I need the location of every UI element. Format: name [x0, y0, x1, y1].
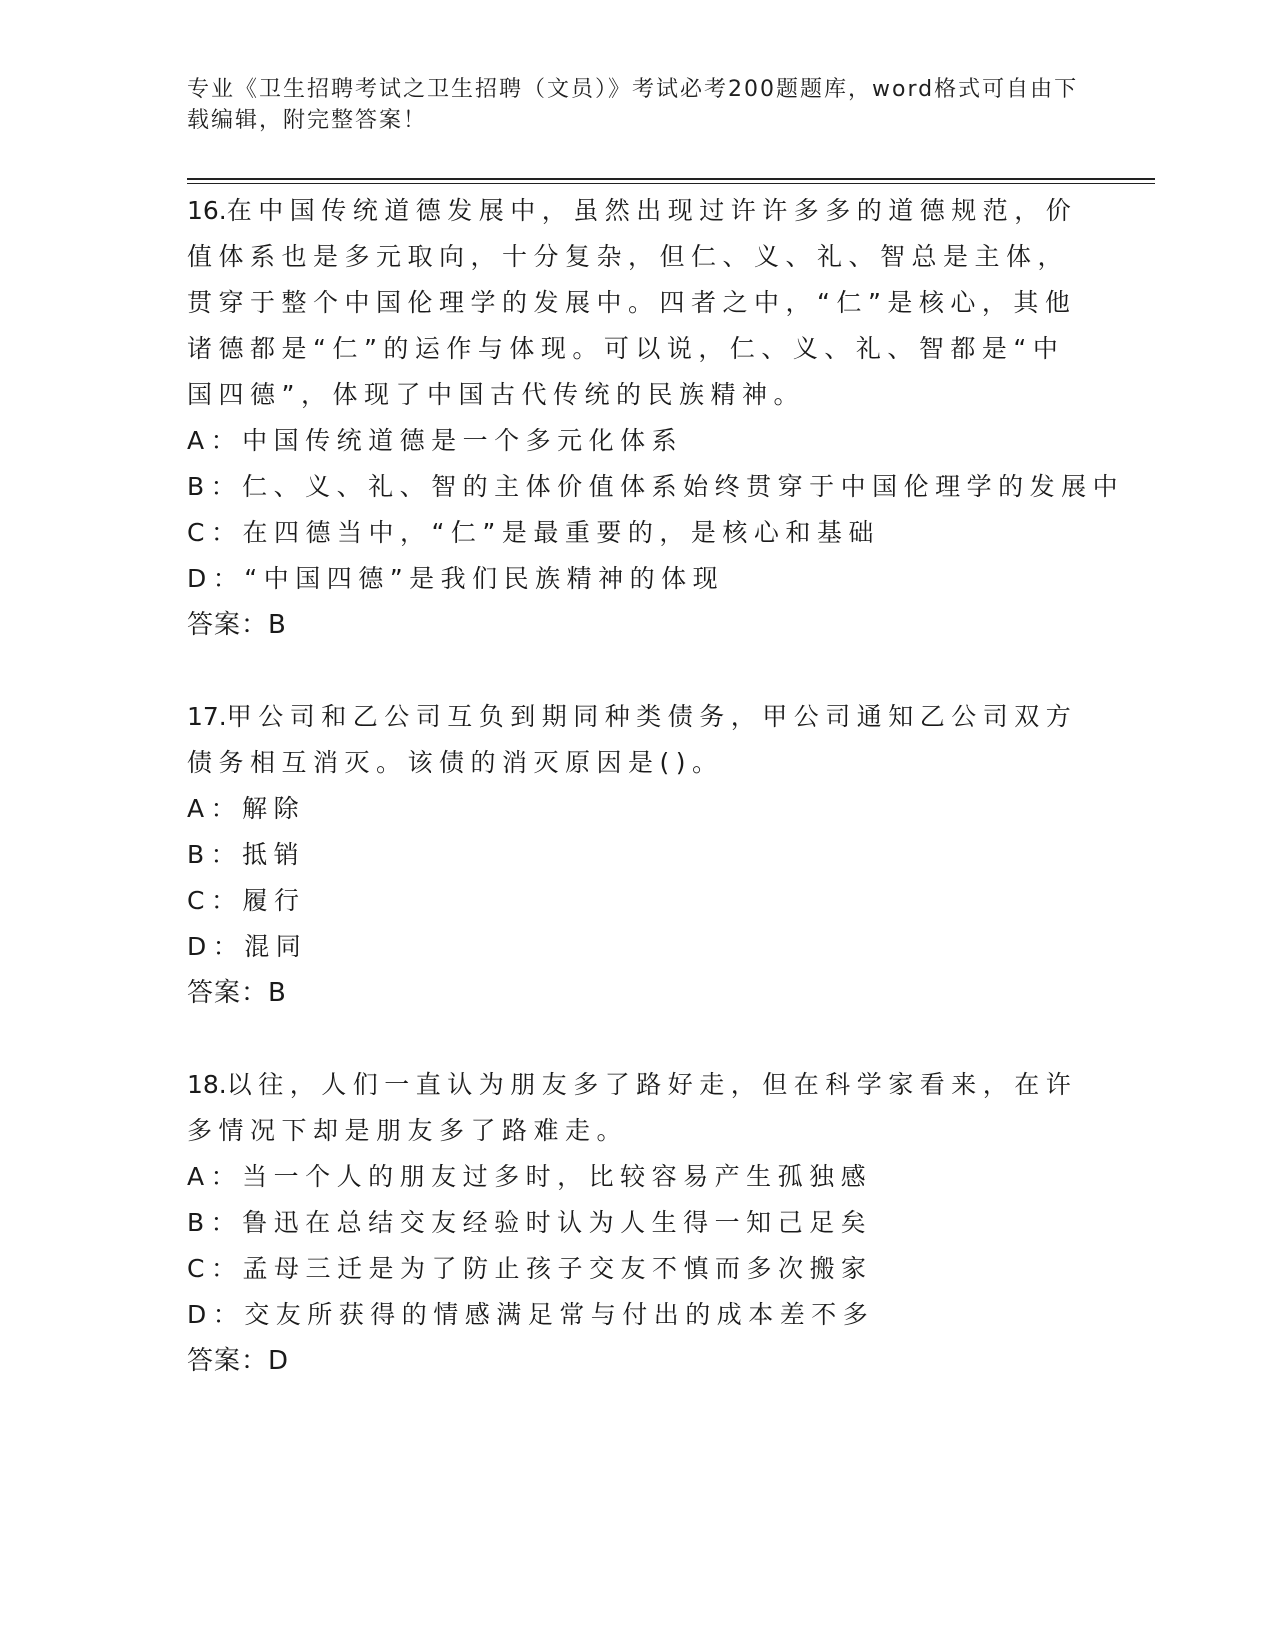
question-stem	[187, 188, 1087, 418]
question-18	[187, 1062, 1087, 1384]
question-spacer	[187, 1016, 1087, 1062]
question-number: 17.	[187, 702, 227, 731]
option-d: D：混同	[187, 932, 308, 961]
option-a: A：解除	[187, 794, 306, 823]
question-text: 在中国传统道德发展中，虽然出现过许许多多的道德规范，价值体系也是多元取向，十分复杂，但仁、义、礼、智总是主体，贯穿于整个中国伦理学的发展中。四者之中，“仁”是核心，其他诸德都是“仁”的运作与体现。可以说，仁、义、礼、智都是“中国四德”，体现了中国古代传统的民族精神。	[187, 196, 1078, 409]
question-list	[187, 188, 1125, 1384]
option-b: B：抵销	[187, 840, 306, 869]
option-c: C：履行	[187, 886, 306, 915]
question-number: 16.	[187, 196, 227, 225]
question-number: 18.	[187, 1070, 227, 1099]
answer: 答案：B	[187, 978, 287, 1008]
question-stem	[187, 1062, 1087, 1154]
answer: 答案：D	[187, 1346, 290, 1376]
question-stem	[187, 694, 1087, 786]
option-c: C：在四德当中，“仁”是最重要的，是核心和基础	[187, 518, 880, 547]
question-text: 甲公司和乙公司互负到期同种类债务，甲公司通知乙公司双方债务相互消灭。该债的消灭原因是()。	[187, 702, 1078, 777]
question-16	[187, 188, 1125, 648]
option-a: A：当一个人的朋友过多时，比较容易产生孤独感	[187, 1162, 873, 1191]
question-text: 以往，人们一直认为朋友多了路好走，但在科学家看来，在许多情况下却是朋友多了路难走。	[187, 1070, 1078, 1145]
question-spacer	[187, 648, 1087, 694]
option-c: C：孟母三迁是为了防止孩子交友不慎而多次搬家	[187, 1254, 873, 1283]
option-b: B：鲁迅在总结交友经验时认为人生得一知己足矣	[187, 1208, 873, 1237]
document-header: 专业《卫生招聘考试之卫生招聘（文员）》考试必考200题题库，word格式可自由下载编辑，附完整答案！	[187, 77, 1079, 133]
header-rule-thin	[187, 183, 1155, 184]
question-17	[187, 694, 1087, 1016]
header-rule-thick	[187, 178, 1155, 180]
answer: 答案：B	[187, 610, 287, 640]
option-b: B：仁、义、礼、智的主体价值体系始终贯穿于中国伦理学的发展中	[187, 472, 1125, 501]
option-a: A：中国传统道德是一个多元化体系	[187, 426, 684, 455]
option-d: D：“中国四德”是我们民族精神的体现	[187, 564, 725, 593]
option-d: D：交友所获得的情感满足常与付出的成本差不多	[187, 1300, 875, 1329]
